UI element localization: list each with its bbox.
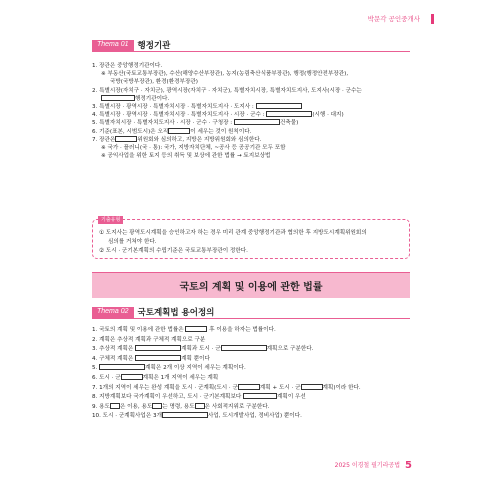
chapter-banner xyxy=(92,272,410,298)
running-header-text: 박문각 공인중개사 xyxy=(367,15,420,23)
theme-02-rule xyxy=(92,318,410,319)
theme-01-title: 행정기관 xyxy=(137,41,171,51)
list-item: 7. 1개의 지역이 세우는 완성 계획을 도시 · 군계획(도시 · 군 계획 + 도시 · 군 계획)이라 한다. xyxy=(92,384,361,391)
page-footer xyxy=(92,460,412,471)
theme-01-rule xyxy=(92,51,410,52)
note-label: 기출유형 xyxy=(98,216,123,224)
list-item: 4. 특별시장 · 광역시장 · 특별자치시장 · 특별자치도지사 · 시장 · 군수 : (시행 · 대지) xyxy=(92,112,344,119)
list-item: 3. 특별시장 · 광역시장 · 특별자치시장 · 특별자치도지사 · 도지사 : xyxy=(92,103,412,111)
theme-01-tag: Thema 01 xyxy=(92,40,134,52)
theme-01-heading xyxy=(92,38,410,52)
answer-blank[interactable] xyxy=(101,95,135,101)
chapter-title: 국토의 계획 및 이용에 관한 법률 xyxy=(179,282,323,293)
answer-blank[interactable] xyxy=(234,119,280,125)
list-item: 3. 추상적 계획은 계획과 도시 · 군 계획으로 구분한다. xyxy=(92,346,314,353)
list-item: 2. 특별시장(자치구 · 자치군), 광역시장(자치구 · 자치군), 특별자치시장, 특별자치도지사, 도지사(시장 · 군수는 xyxy=(92,87,362,94)
list-item: 5. 계획은 2개 이상 지역이 세우는 계획이다. xyxy=(92,365,246,372)
footer-book-title: 2025 이경철 필기라공법 xyxy=(334,462,401,469)
header-accent-bar xyxy=(431,14,434,24)
answer-blank[interactable] xyxy=(266,111,312,117)
list-item: ※ 국가 · 플러니(국 · 통): 국가, 지방자치단체, ~공사 등 공공기관 모두 포함 xyxy=(101,145,286,152)
list-item: 2. 계획은 추상적 계획과 구체적 계획으로 구분 xyxy=(92,336,206,343)
list-item: 1. 국토의 계획 및 이용에 관한 법률은 후 이용을 하자는 법률이다. xyxy=(92,327,276,333)
answer-blank[interactable] xyxy=(115,136,137,142)
theme-02-tag: Thema 02 xyxy=(92,307,134,319)
answer-blank[interactable] xyxy=(99,364,145,370)
list-item: 6. 기준(표본, 시범도시)은 오직 이 세우는 것이 원칙이다. xyxy=(92,128,252,135)
running-header xyxy=(92,14,420,23)
list-item: ※ 부동산(국토교통부장관), 수산(해양수산부장관), 농지(농림축산식품부장관), 행정(행정안전부장관), xyxy=(101,71,349,78)
answer-blank[interactable] xyxy=(185,326,207,332)
list-item: 5. 특별자치시장 · 특별자치도지사 · 시장 · 군수 · 구청장 : 건축물) xyxy=(92,120,299,127)
list-item: 7. 장관은 위원회와 심의하고, 지방은 지방위원회와 심의한다. xyxy=(92,136,262,143)
note-line: ① 도지사는 광역도시계획을 승인하고자 하는 경우 미리 관계 중앙행정기관과 협의한 후 지방도시계획위원회의 xyxy=(99,230,367,236)
list-item: 4. 구체적 계획은 계획 뿐이다 xyxy=(92,355,210,362)
answer-blank[interactable] xyxy=(168,128,190,134)
answer-blank[interactable] xyxy=(243,393,277,399)
answer-blank[interactable] xyxy=(238,384,260,390)
list-item: 1. 장관은 중앙행정기관이다. xyxy=(92,63,163,69)
list-item: 행정기관이다. xyxy=(92,95,412,103)
theme-02-title: 국토계획법 용어정의 xyxy=(137,308,215,318)
list-item: 8. 지방계획보다 국가계획이 우선하고, 도시 · 군기본계획보다 계획이 우선 xyxy=(92,394,306,401)
answer-blank[interactable] xyxy=(162,412,208,418)
answer-blank[interactable] xyxy=(256,103,302,109)
list-item: 9. 용도 은 이용, 용도 는 명령, 용도 은 사회적지위로 구분한다. xyxy=(92,403,270,410)
answer-blank[interactable] xyxy=(110,403,120,409)
note-line: ② 도시 · 군기본계획의 수립기준은 국토교통부장관이 정한다. xyxy=(99,248,248,254)
past-exam-note xyxy=(92,219,410,259)
answer-blank[interactable] xyxy=(135,345,181,351)
answer-blank[interactable] xyxy=(121,374,143,380)
answer-blank[interactable] xyxy=(301,384,323,390)
note-line: 심의를 거쳐야 한다. xyxy=(108,239,157,245)
answer-blank[interactable] xyxy=(135,355,181,361)
answer-blank[interactable] xyxy=(195,403,205,409)
list-item: 10. 도시 · 군계획사업은 3개 사업, 도시개발사업, 정비사업) 뿐이다. xyxy=(92,413,302,420)
page-number: 5 xyxy=(405,460,412,471)
list-item: 6. 도시 · 군 계획은 1개 지역이 세우는 계획 xyxy=(92,374,219,381)
list-item: 국방(국방부장관), 환경(환경부장관) xyxy=(110,79,198,86)
answer-blank[interactable] xyxy=(152,403,162,409)
theme-02-items xyxy=(92,326,412,422)
answer-blank[interactable] xyxy=(221,345,267,351)
theme-01-items xyxy=(92,62,412,160)
theme-02-heading xyxy=(92,305,410,319)
list-item: ※ 공익사업을 위한 토지 등의 취득 및 보상에 관한 법률 → 토지보상법 xyxy=(101,153,271,160)
